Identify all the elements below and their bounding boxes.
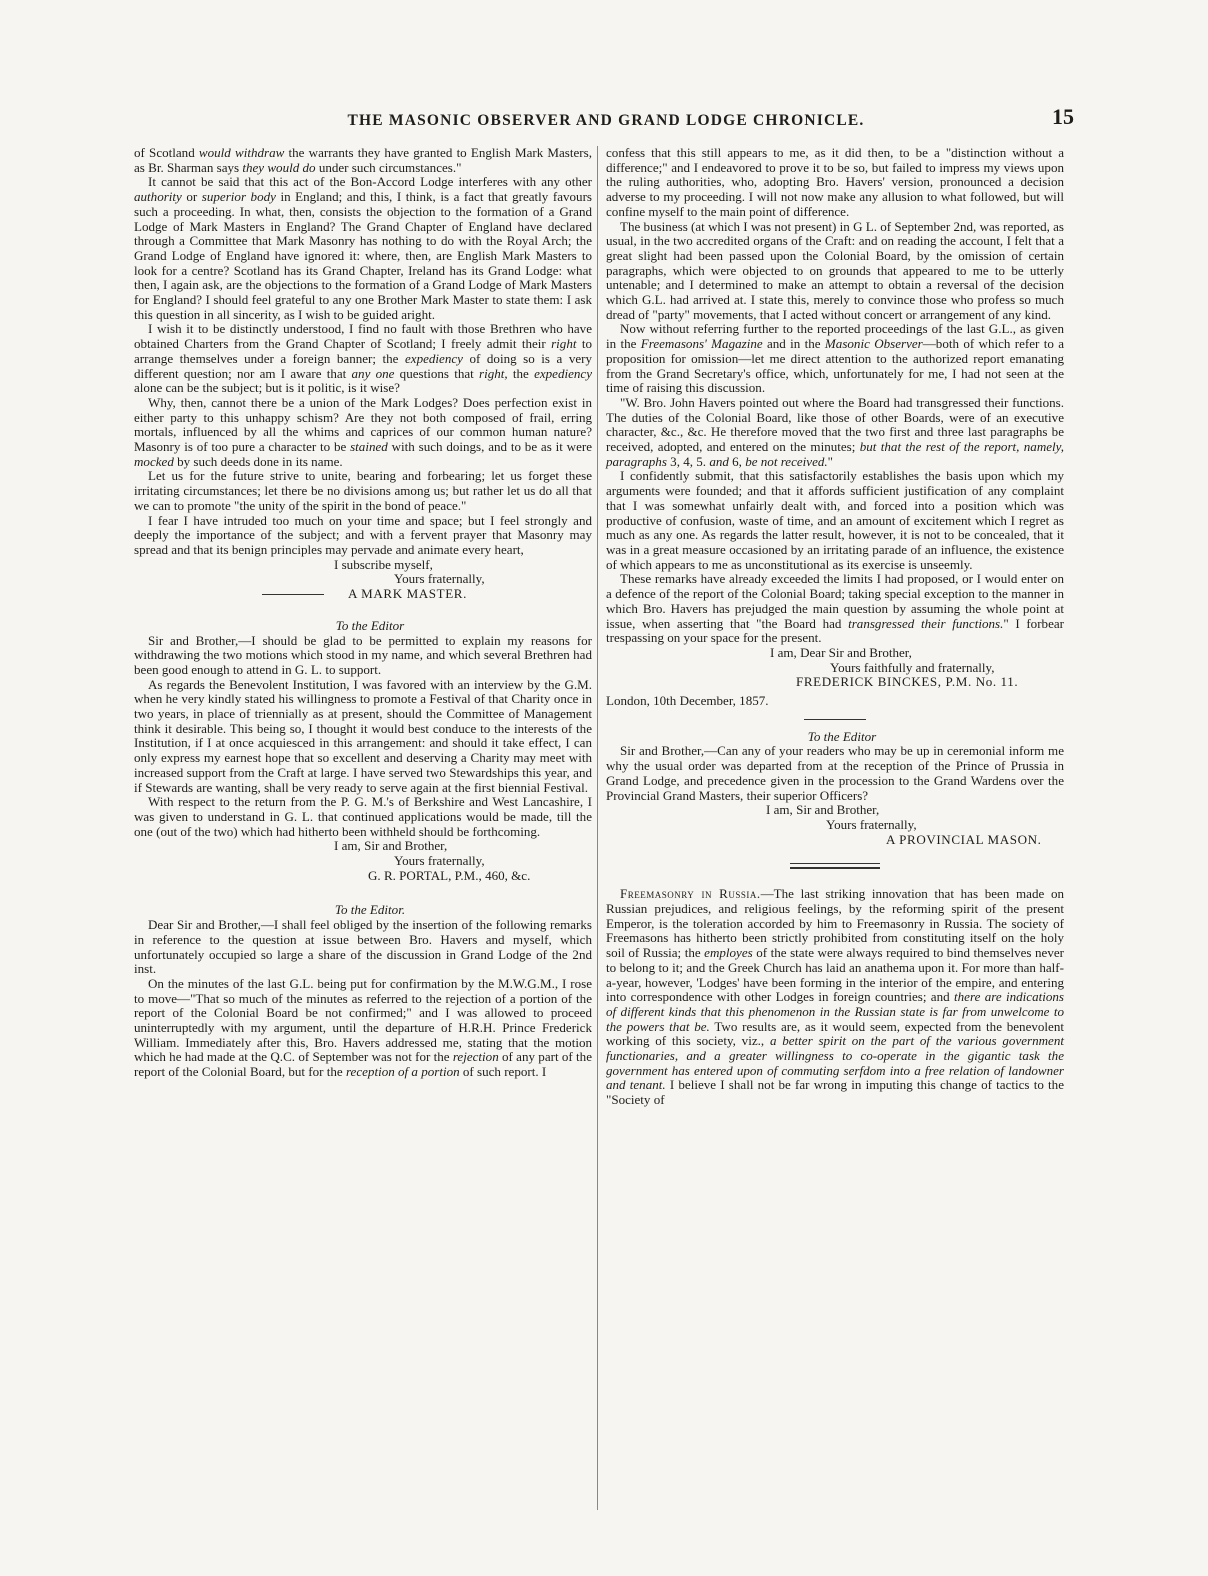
signature-line: Yours fraternally, [394,571,485,587]
signature-line: I am, Sir and Brother, [766,802,880,818]
paragraph: confess that this still appears to me, as it did then, to be a "distinction without a difference;" and I endeavored to prove it to be so, but failed to impress my views upon the ruling authorities, who, adopting Bro. Havers' version, pronounced a decision adverse to my proceeding. I will not now make any allusion to what followed, but will confine myself to the main point of difference. [606,145,1064,219]
signature-name: A MARK MASTER. [348,586,467,602]
page-header [134,104,1078,138]
dateline: London, 10th December, 1857. [606,693,769,709]
paragraph: The business (at which I was not present) in G L. of September 2nd, was reported, as usual, in the two accredited organs of the Craft: and on reading the account, I felt that a great slight had been passed upon the Colonial Board, by the omission of certain paragraphs, which were objected to on grounds that appeared to me to be utterly untenable; and I determined to make an attempt to obtain a reversal of the decision which G.L. had arrived at. I state this, merely to convince those who profess so much dread of "party" movements, that I acted without concert or arrangement of any kind. [606,218,1064,322]
paragraph: Let us for the future strive to unite, bearing and forbearing; let us forget these irritating circumstances; let there be no divisions among us; but rather let us do all that we can to promote "the unity of the spirit in the bond of peace." [134,468,592,513]
paragraph: As regards the Benevolent Institution, I was favored with an interview by the G.M. when he very kindly stated his willingness to promote a Festival of that Charity once in two years, in place of triennially as at present, should the Committee of Management think it desirable. This being so, I thought it would best conduce to the interests of the Institution, if I at once acquiesced in this arrangement: and should it take effect, I can only express my earnest hope that so excellent and deserving a Charity may meet with increased support from the Craft at large. I have served two Stewardships this year, and if Stewards are wanting, shall be very ready to serve again at the first biennial Festival. [134,676,592,795]
paragraph: Sir and Brother,—I should be glad to be permitted to explain my reasons for withdrawing the two motions which stood in my name, and which several Brethren had been good enough to attend in G. L. to support. [134,632,592,677]
paragraph: These remarks have already exceeded the limits I had proposed, or I would enter on a defence of the report of the Colonial Board; taking special exception to the manner in which Bro. Havers has prejudged the main question by assuming the whole point at issue, when asserting that "the Board had transgressed their functions." I forbear trespassing on your space for the present. [606,571,1064,646]
right-column [606,146,1064,1108]
letter-heading: To the Editor [335,617,405,633]
paragraph: Dear Sir and Brother,—I shall feel obliged by the insertion of the following remarks in reference to the question at issue between Bro. Havers and myself, which unfortunately occupied so large a share of the discussion in Grand Lodge of the 2nd inst. [134,917,592,977]
paragraph: "W. Bro. John Havers pointed out where the Board had transgressed their functions. The duties of the Colonial Board, like those of other Boards, were of an executive character, &c., &c. He therefore moved that the two first and three last paragraphs be received, adopted, and entered on the minutes; but that the rest of the report, namely, paragraphs 3, 4, 5. and 6, be not received." [606,394,1064,469]
paragraph: Freemasonry in Russia.—The last striking innovation that has been made on Russian prejudices, and religious feelings, by the reforming spirit of the present Emperor, is the toleration accorded by him to Freemasonry in Russia. The society of Freemasons has hitherto been strictly prohibited from constituting itself on the holy soil of Russia; the employes of the state were always required to bind themselves never to belong to it; and the Greek Church has laid an anathema upon it. For more than half-a-year, however, 'Lodges' have been forming in the interior of the empire, and entering into correspondence with other Lodges in foreign countries; and there are indications of different kinds that this phenomenon in the Russian state is far from unwelcome to the powers that be. Two results are, as it would seem, expected from the benevolent working of this society, viz., a better spirit on the part of the various government functionaries, and a greater willingness to co-operate in the gigantic task the government has entered upon of commuting serfdom into a free relation of landowner and tenant. I believe I shall not be far wrong in imputing this change of tactics to the "Society of [606,886,1064,1108]
left-column [134,146,592,1080]
double-rule [790,863,880,869]
paragraph: I wish it to be distinctly understood, I find no fault with those Brethren who have obtained Charters from the Grand Chapter of Scotland; I freely admit their right to arrange themselves under a foreign banner; the expediency of doing so is a very different question; nor am I aware that any one questions that right, the expediency alone can be the subject; but is it politic, is it wise? [134,321,593,396]
column-divider [597,146,598,1510]
section-rule [804,719,866,720]
paragraph: of Scotland would withdraw the warrants they have granted to English Mark Masters, as Br. Sharman says they would do under such circumstances." [134,145,592,175]
paragraph: Sir and Brother,—Can any of your readers who may be up in ceremonial inform me why the usual order was departed from at the reception of the Prince of Prussia in Grand Lodge, and precedence given in the procession to the Grand Wardens over the Provincial Grand Masters, their superior Officers? [606,743,1064,803]
signature-line: I am, Sir and Brother, [334,838,448,854]
letter-heading: To the Editor. [334,902,406,918]
paragraph: With respect to the return from the P. G. M.'s of Berkshire and West Lancashire, I was given to understand in G. L. that continued applications would be made, till the one (out of the two) which had hitherto been withheld should be forthcoming. [134,794,592,839]
signature-line: I subscribe myself, [334,556,433,572]
signature-line: I am, Dear Sir and Brother, [770,644,912,660]
letter-heading: To the Editor [807,728,877,744]
running-title: THE MASONIC OBSERVER AND GRAND LODGE CHRONICLE. [347,112,865,129]
signature-name: FREDERICK BINCKES, P.M. No. 11. [796,674,1019,690]
paragraph: Why, then, cannot there be a union of the Mark Lodges? Does perfection exist in either party to this unhappy schism? Are they not both composed of frail, erring mortals, influenced by all the whims and caprices of our common human nature? Masonry is of too pure a character to be stained with such doings, and to be as it were mocked by such deeds done in its name. [134,394,592,469]
signature-line: Yours faithfully and fraternally, [830,659,995,675]
signature-name: G. R. PORTAL, P.M., 460, &c. [368,867,531,883]
signature-line: Yours fraternally, [826,816,917,832]
signature-name: A PROVINCIAL MASON. [886,831,1042,847]
paragraph: Now without referring further to the reported proceedings of the last G.L., as given in the Freemasons' Magazine and in the Masonic Observer—both of which refer to a proposition for omission—let me direct attention to the authorized report emanating from the Grand Secretary's office, which, unfortunately for me, I had not seen at the time of raising this discussion. [606,321,1064,396]
paragraph: On the minutes of the last G.L. being put for confirmation by the M.W.G.M., I rose to move—"That so much of the minutes as referred to the rejection of a portion of the report of the Colonial Board be not confirmed;" and I was allowed to proceed uninterruptedly with my argument, until the departure of H.R.H. Prince Frederick William. Immediately after this, Bro. Havers addressed me, stating that the motion which he had made at the Q.C. of September was not for the rejection of any part of the report of the Colonial Board, but for the reception of a portion of such report. I [134,975,592,1080]
page-number: 15 [1052,104,1074,129]
paragraph: I confidently submit, that this satisfactorily establishes the basis upon which my arguments were founded; and that it affords sufficient justification of any complaint that I was somewhat unfairly dealt with, and forced into a position which was productive of confusion, waste of time, and an amount of excitement which I regret as much as any one. As regards the latter result, however, it is not to be concealed, that it was in a great measure occasioned by an irritating parade of an influence, the existence of which appears to me as unconstitutional as its exercise is unseemly. [606,468,1064,572]
signature-line: Yours fraternally, [394,853,485,869]
paragraph: It cannot be said that this act of the Bon-Accord Lodge interferes with any other authority or superior body in England; and this, I think, is a fact that greatly favours such a proceeding. In what, then, consists the objection to the formation of a Grand Lodge of Mark Masters in England? The Grand Chapter of England have declared through a Committee that Mark Masonry has nothing to do with the Royal Arch; the Grand Lodge of England have ignored it: where, then, are English Mark Masters to look for a centre? Scotland has its Grand Chapter, Ireland has its Grand Lodge: what then, I again ask, are the objections to the formation of a Grand Lodge of Mark Masters for England? I should feel grateful to any one Brother Mark Master to state them: I ask this question in all sincerity, as I wish to be guided aright. [134,174,592,322]
paragraph: I fear I have intruded too much on your time and space; but I feel strongly and deeply the importance of the subject; and with a fervent prayer that Masonry may spread and that its benign principles may pervade and animate every heart, [134,512,592,557]
